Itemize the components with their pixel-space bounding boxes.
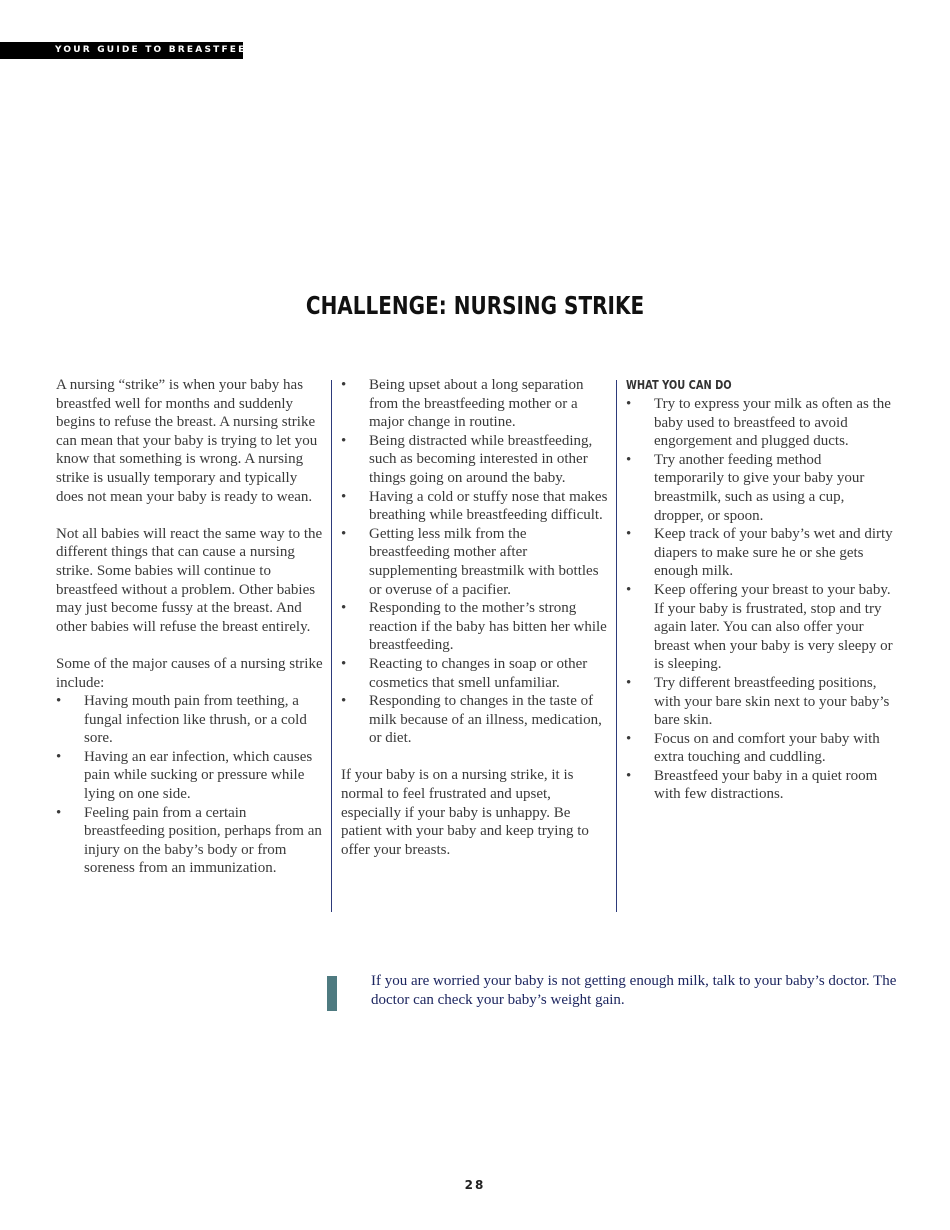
column-right xyxy=(626,376,894,804)
bullet-icon: • xyxy=(341,525,347,542)
column-divider-left xyxy=(331,380,332,912)
bullet-icon: • xyxy=(56,693,62,710)
list-item-text: Having mouth pain from teething, a fungal infection like thrush, or a cold sore. xyxy=(84,693,307,747)
list-item-text: Reacting to changes in soap or other cosmetics that smell unfamiliar. xyxy=(369,655,588,691)
list-item xyxy=(626,451,894,525)
tips-list xyxy=(626,395,894,804)
bullet-icon: • xyxy=(341,600,347,617)
list-item xyxy=(56,748,324,804)
what-you-can-do-heading: WHAT YOU CAN DO xyxy=(626,378,732,392)
bullet-icon: • xyxy=(341,655,347,672)
list-item xyxy=(56,692,324,748)
list-item xyxy=(341,525,609,599)
bullet-icon: • xyxy=(341,432,347,449)
list-item xyxy=(626,525,894,581)
list-item xyxy=(56,804,324,878)
header-banner: YOUR GUIDE TO BREASTFEEDING xyxy=(0,42,243,59)
page-number: 28 xyxy=(464,1178,486,1192)
list-item-text: Keep offering your breast to your baby. If your baby is frustrated, stop and try again later. You can also offer your breast when your baby is very sleepy or is sleeping. xyxy=(654,581,893,673)
list-item-text: Being distracted while breastfeeding, such as becoming interested in other things going on around the baby. xyxy=(369,432,593,486)
list-item xyxy=(341,488,609,525)
list-item xyxy=(341,599,609,655)
bullet-icon: • xyxy=(626,581,632,598)
list-item-text: Getting less milk from the breastfeeding mother after supplementing breastmilk with bottles or overuse of a pacifier. xyxy=(369,525,599,598)
causes-intro-paragraph: Some of the major causes of a nursing strike include: xyxy=(56,655,323,691)
list-item xyxy=(626,581,894,674)
list-item xyxy=(626,674,894,730)
list-item-text: Try to express your milk as often as the baby used to breastfeed to avoid engorgement and plugged ducts. xyxy=(654,396,891,450)
list-item xyxy=(341,376,609,432)
intro-paragraph: A nursing “strike” is when your baby has breastfed well for months and suddenly begins to refuse the breast. A nursing strike can mean that your baby is trying to let you know that something is wrong. A nursing strike is usually temporary and typically does not mean your baby is ready to wean. xyxy=(56,377,318,505)
bullet-icon: • xyxy=(626,396,632,412)
list-item xyxy=(626,767,894,804)
list-item xyxy=(626,395,894,451)
closing-paragraph: If your baby is on a nursing strike, it is normal to feel frustrated and upset, especially if your baby is unhappy. Be patient with your baby and keep trying to offer your breasts. xyxy=(341,767,589,858)
bullet-icon: • xyxy=(341,488,347,505)
list-item-text: Responding to changes in the taste of milk because of an illness, medication, or diet. xyxy=(369,693,602,747)
column-middle xyxy=(341,376,609,878)
reaction-paragraph: Not all babies will react the same way to the different things that can cause a nursing strike. Some babies will continue to breastfeed without a problem. Other babies may just become fussy at the breast. And other babies will refuse the breast entirely. xyxy=(56,525,323,635)
page-title: CHALLENGE: NURSING STRIKE xyxy=(305,291,645,320)
list-item xyxy=(341,692,609,748)
list-item-text: Being upset about a long separation from the breastfeeding mother or a major change in routine. xyxy=(369,377,584,431)
column-left xyxy=(56,376,324,878)
bullet-icon: • xyxy=(56,804,62,821)
bullet-icon: • xyxy=(56,748,62,765)
bullet-icon: • xyxy=(626,451,632,468)
list-item-text: Try different breastfeeding positions, with your bare skin next to your baby’s bare skin. xyxy=(654,674,890,729)
list-item-text: Responding to the mother’s strong reaction if the baby has bitten her while breastfeeding. xyxy=(369,600,607,654)
list-item-text: Try another feeding method temporarily to give your baby your breastmilk, such as using a cup, dropper, or spoon. xyxy=(654,451,865,524)
list-item-text: Having a cold or stuffy nose that makes breathing while breastfeeding difficult. xyxy=(369,488,608,524)
bullet-icon: • xyxy=(626,674,632,691)
list-item-text: Keep track of your baby’s wet and dirty diapers to make sure he or she gets enough milk. xyxy=(654,526,893,580)
bullet-icon: • xyxy=(626,526,632,543)
list-item-text: Feeling pain from a certain breastfeeding position, perhaps from an injury on the baby’s body or from soreness from an immunization. xyxy=(84,804,322,877)
list-item xyxy=(626,730,894,767)
callout-accent-bar xyxy=(327,976,337,1011)
bullet-icon: • xyxy=(341,693,347,710)
list-item-text: Focus on and comfort your baby with extra touching and cuddling. xyxy=(654,730,880,766)
bullet-icon: • xyxy=(626,767,632,784)
list-item-text: Breastfeed your baby in a quiet room with few distractions. xyxy=(654,767,878,803)
callout-text: If you are worried your baby is not getting enough milk, talk to your baby’s doctor. The doctor can check your baby’s weight gain. xyxy=(371,973,897,1008)
causes-list-part-2 xyxy=(341,376,609,748)
causes-list-part-1 xyxy=(56,692,324,878)
list-item xyxy=(341,655,609,692)
bullet-icon: • xyxy=(341,377,347,393)
list-item-text: Having an ear infection, which causes pain while sucking or pressure while lying on one side. xyxy=(84,748,313,803)
bullet-icon: • xyxy=(626,730,632,747)
column-divider-right xyxy=(616,380,617,912)
list-item xyxy=(341,432,609,488)
